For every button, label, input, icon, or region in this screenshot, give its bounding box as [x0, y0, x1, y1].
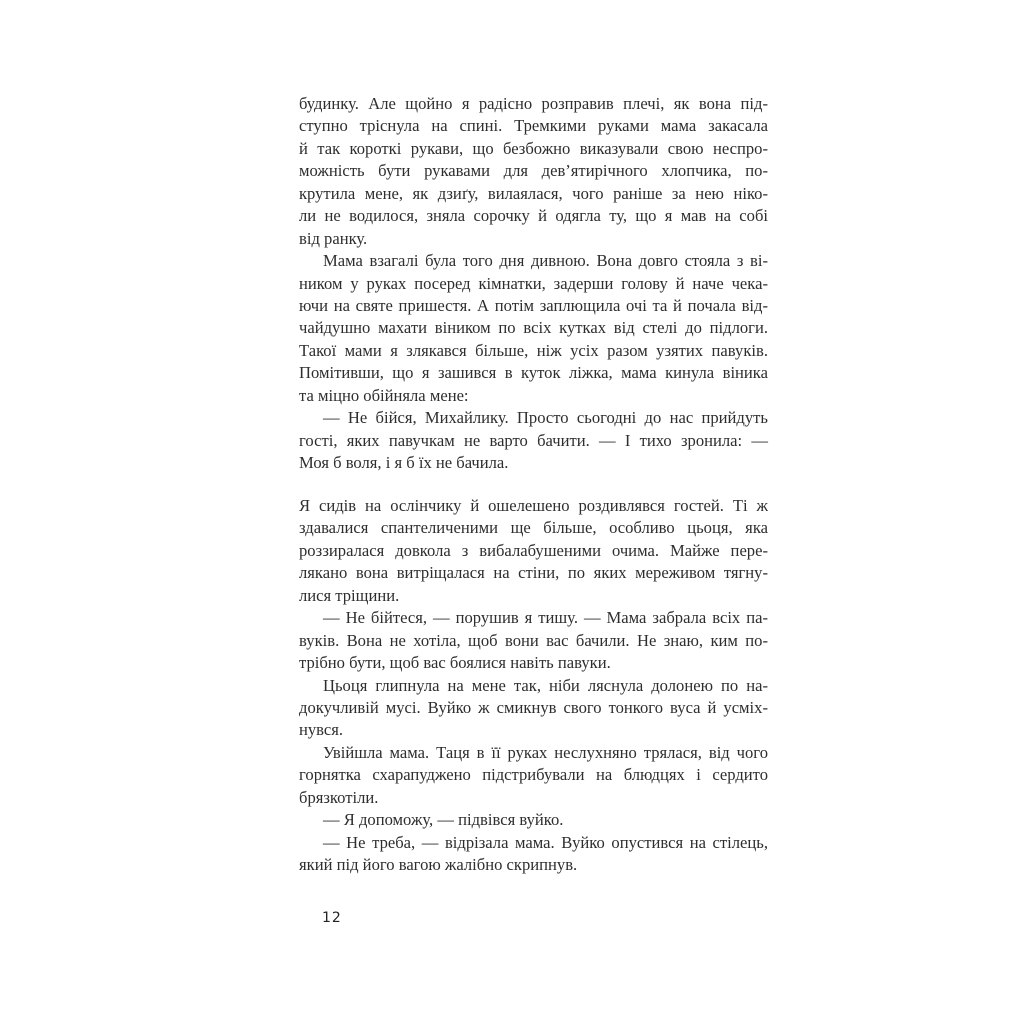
text-line: ником у руках посеред кімнатки, задерши голову й наче чека-: [299, 273, 768, 293]
text-line: Такої мами я злякався більше, ніж усіх разом узятих павуків.: [299, 340, 768, 360]
text-line: — Не бійся, Михайлику. Просто сьогодні до нас прийдуть: [323, 408, 768, 428]
text-line: трібно бути, щоб вас боялися навіть павуки.: [299, 653, 611, 673]
text-line: від ранку.: [299, 228, 368, 248]
text-line: який під його вагою жалібно скрипнув.: [299, 855, 578, 874]
text-line: ючи на святе пришестя. А потім заплющила очі та й почала від-: [299, 295, 768, 315]
text-line: Мама взагалі була того дня дивною. Вона довго стояла з ві-: [323, 251, 768, 271]
text-line: лися тріщини.: [299, 585, 400, 605]
text-line: роззиралася довкола з вибалабушеними очима. Майже пере-: [299, 540, 768, 560]
text-line: Увійшла мама. Таця в її руках неслухняно трялася, від чого: [323, 742, 768, 762]
text-line: Я сидів на ослінчику й ошелешено роздивлявся гостей. Ті ж: [299, 496, 768, 515]
text-line: докучливій мусі. Вуйко ж смикнув свого тонкого вуса й усміх-: [299, 697, 768, 717]
text-section-1: [299, 93, 768, 474]
text-line: Цьоця глипнула на мене так, ніби ляснула долонею по на-: [323, 675, 768, 695]
text-line: горнятка схарапуджено підстрибували на блюдцях і сердито: [299, 765, 768, 785]
text-section-2: [299, 495, 768, 876]
text-line: ли не водилося, зняла сорочку й одягла ту, що я мав на собі: [299, 206, 768, 226]
text-line: — Не треба, — відрізала мама. Вуйко опустився на стілець,: [323, 832, 768, 852]
text-line: — Я допоможу, — підвівся вуйко.: [323, 810, 564, 830]
text-line: брязкотіли.: [299, 787, 379, 807]
text-line: вуків. Вона не хотіла, щоб вони вас бачили. Не знаю, ким по-: [299, 630, 768, 650]
page-number: 12: [322, 910, 342, 926]
text-line: будинку. Але щойно я радісно розправив плечі, як вона під-: [299, 94, 768, 113]
text-line: Помітивши, що я зашився в куток ліжка, мама кинула віника: [299, 363, 768, 383]
text-line: чайдушно махати віником по всіх кутках від стелі до підлоги.: [299, 318, 768, 338]
text-line: ступно тріснула на спині. Тремкими руками мама закасала: [299, 116, 768, 136]
text-line: можність бути рукавами для дев’ятирічного хлопчика, по-: [299, 161, 768, 181]
text-line: й так короткі рукави, що безбожно виказували свою неспро-: [299, 138, 768, 158]
text-line: здавалися спантеличеними ще більше, особливо цьоця, яка: [299, 518, 768, 538]
text-line: гості, яких павучкам не варто бачити. — І тихо зронила: —: [299, 430, 768, 450]
text-line: — Не бійтеся, — порушив я тишу. — Мама забрала всіх па-: [323, 608, 768, 628]
text-line: крутила мене, як дзиґу, вилаялася, чого раніше за нею ніко-: [299, 183, 768, 203]
text-line: лякано вона витріщалася на стіни, по яких мереживом тягну-: [299, 563, 768, 583]
text-line: нувся.: [299, 720, 344, 740]
text-line: та міцно обійняла мене:: [299, 385, 469, 405]
text-line: Моя б воля, і я б їх не бачила.: [299, 453, 509, 472]
